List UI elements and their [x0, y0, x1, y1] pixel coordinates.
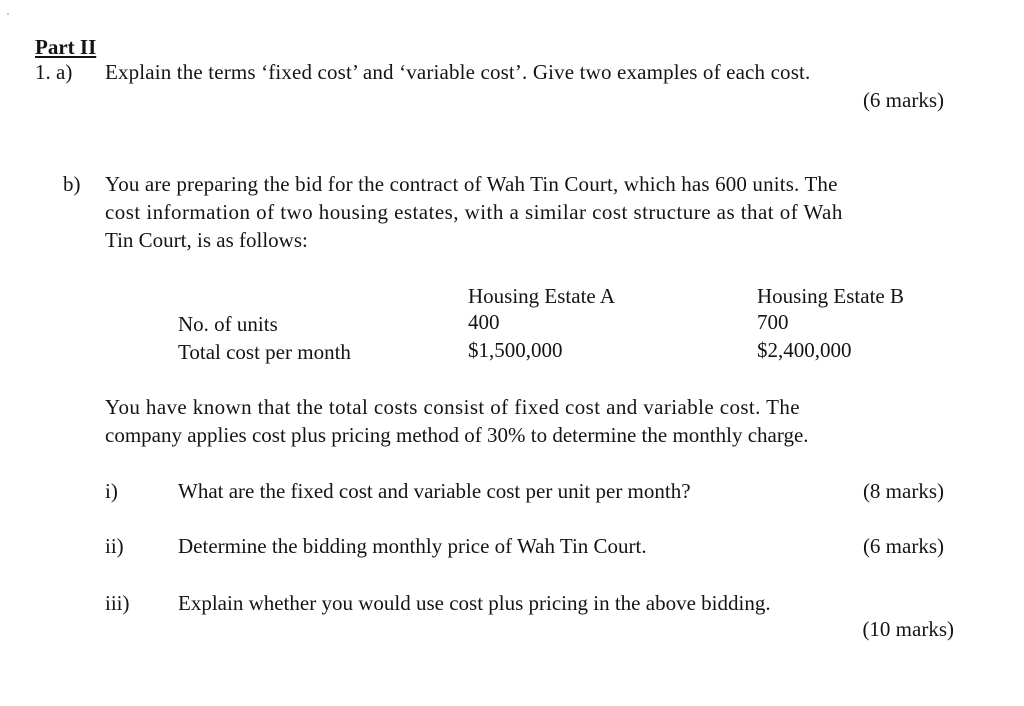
question-1b-intro-line-3: Tin Court, is as follows:	[105, 228, 308, 252]
question-1b-followup-line-1: You have known that the total costs consist of fixed cost and variable cost. The	[105, 395, 800, 419]
subquestion-ii-marks: (6 marks)	[862, 534, 944, 558]
question-1b-followup-line-2: company applies cost plus pricing method of 30% to determine the monthly charge.	[105, 423, 809, 447]
table-cell-total-cost-b: $2,400,000	[757, 338, 852, 362]
question-1a-marks: (6 marks)	[862, 88, 944, 112]
subquestion-i-marks: (8 marks)	[862, 479, 944, 503]
subquestion-ii-number: ii)	[105, 534, 124, 558]
question-1b-intro-line-1: You are preparing the bid for the contract of Wah Tin Court, which has 600 units. The	[105, 172, 838, 196]
table-header-estate-b: Housing Estate B	[757, 284, 904, 308]
subquestion-iii-marks: (10 marks)	[862, 617, 954, 641]
table-row-label-units: No. of units	[178, 312, 278, 336]
part-title: Part II	[35, 35, 97, 59]
subquestion-ii-text: Determine the bidding monthly price of Wah Tin Court.	[178, 534, 647, 558]
subquestion-iii-number: iii)	[105, 591, 130, 615]
subquestion-i-text: What are the fixed cost and variable cost per unit per month?	[178, 479, 691, 503]
table-header-estate-a: Housing Estate A	[468, 284, 615, 308]
table-cell-units-a: 400	[468, 310, 500, 334]
table-cell-units-b: 700	[757, 310, 789, 334]
question-1b-label: b)	[63, 172, 81, 196]
subquestion-iii-text: Explain whether you would use cost plus pricing in the above bidding.	[178, 591, 771, 615]
subquestion-i-number: i)	[105, 479, 118, 503]
scan-speck	[7, 13, 9, 15]
question-1b-intro-line-2: cost information of two housing estates, with a similar cost structure as that of Wah	[105, 200, 843, 224]
table-row-label-total-cost: Total cost per month	[178, 340, 351, 364]
question-1a-text: Explain the terms ‘fixed cost’ and ‘variable cost’. Give two examples of each cost.	[105, 60, 811, 84]
table-cell-total-cost-a: $1,500,000	[468, 338, 563, 362]
question-1a-number: 1. a)	[35, 60, 73, 84]
